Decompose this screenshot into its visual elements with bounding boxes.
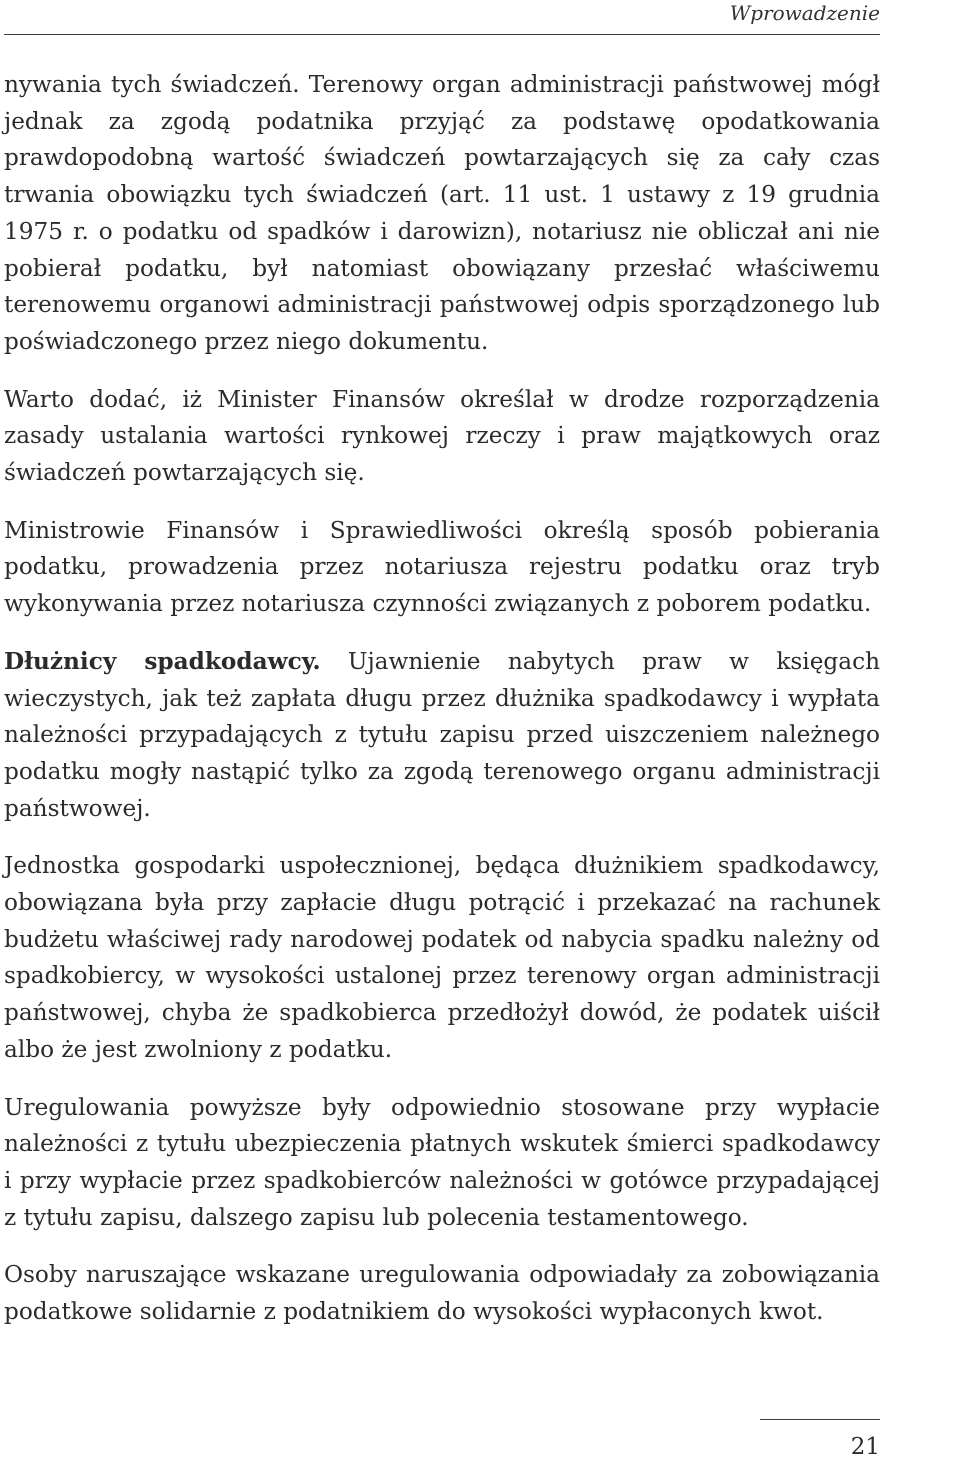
- paragraph-4: [4, 644, 880, 828]
- paragraph-2-text: Warto dodać, iż Minister Finansów określał w drodze rozporządzenia zasady ustalania wartości rynkowej rzeczy i praw majątkowych oraz świadczeń powtarzających się.: [4, 385, 880, 487]
- paragraph-7: [4, 1257, 880, 1330]
- paragraph-2: [4, 382, 880, 492]
- paragraph-1: [4, 67, 880, 361]
- footer-rule: [760, 1419, 880, 1420]
- paragraph-6-text: Uregulowania powyższe były odpowiednio stosowane przy wypłacie należności z tytułu ubezpieczenia płatnych wskutek śmierci spadkodawcy i przy wypłacie przez spadkobierców należności w gotówce przypadającej z tytułu zapisu, dalszego zapisu lub polecenia testamentowego.: [4, 1093, 880, 1231]
- paragraph-4-text: Ujawnienie nabytych praw w księgach wieczystych, jak też zapłata długu przez dłużnika spadkodawcy i wypłata należności przypadających z tytułu zapisu przed uiszczeniem należnego podatku mogły nastąpić tylko za zgodą terenowego organu administracji państwowej.: [4, 647, 880, 822]
- page-number: 21: [850, 1434, 880, 1460]
- running-header: [4, 0, 880, 35]
- running-header-title: Wprowadzenie: [729, 1, 880, 25]
- body-text: [4, 67, 880, 1352]
- paragraph-5-text: Jednostka gospodarki uspołecznionej, będąca dłużnikiem spadkodawcy, obowiązana była przy zapłacie długu potrącić i przekazać na rachunek budżetu właściwej rady narodowej podatek od nabycia spadku należny od spadkobiercy, w wysokości ustalonej przez terenowy organ administracji państwowej, chyba że spadkobierca przedłożył dowód, że podatek uiścił albo że jest zwolniony z podatku.: [4, 852, 880, 1063]
- paragraph-7-text: Osoby naruszające wskazane uregulowania odpowiadały za zobowiązania podatkowe solidarnie z podatnikiem do wysokości wypłaconych kwot.: [4, 1261, 880, 1326]
- paragraph-6: [4, 1090, 880, 1237]
- paragraph-4-lead: Dłużnicy spadkodawcy.: [4, 647, 321, 675]
- paragraph-3-text: Ministrowie Finansów i Sprawiedliwości określą sposób pobierania podatku, prowadzenia przez notariusza rejestru podatku oraz tryb wykonywania przez notariusza czynności związanych z poborem podatku.: [4, 516, 880, 618]
- paragraph-3: [4, 513, 880, 623]
- paragraph-5: [4, 848, 880, 1068]
- paragraph-1-text: nywania tych świadczeń. Terenowy organ administracji państwowej mógł jednak za zgodą podatnika przyjąć za podstawę opodatkowania prawdopodobną wartość świadczeń powtarzających się za cały czas trwania obowiązku tych świadczeń (art. 11 ust. 1 ustawy z 19 grudnia 1975 r. o podatku od spadków i darowizn), notariusz nie obliczał ani nie pobierał podatku, był natomiast obowiązany przesłać właściwemu terenowemu organowi administracji państwowej odpis sporządzonego lub poświadczonego przez niego dokumentu.: [4, 71, 880, 355]
